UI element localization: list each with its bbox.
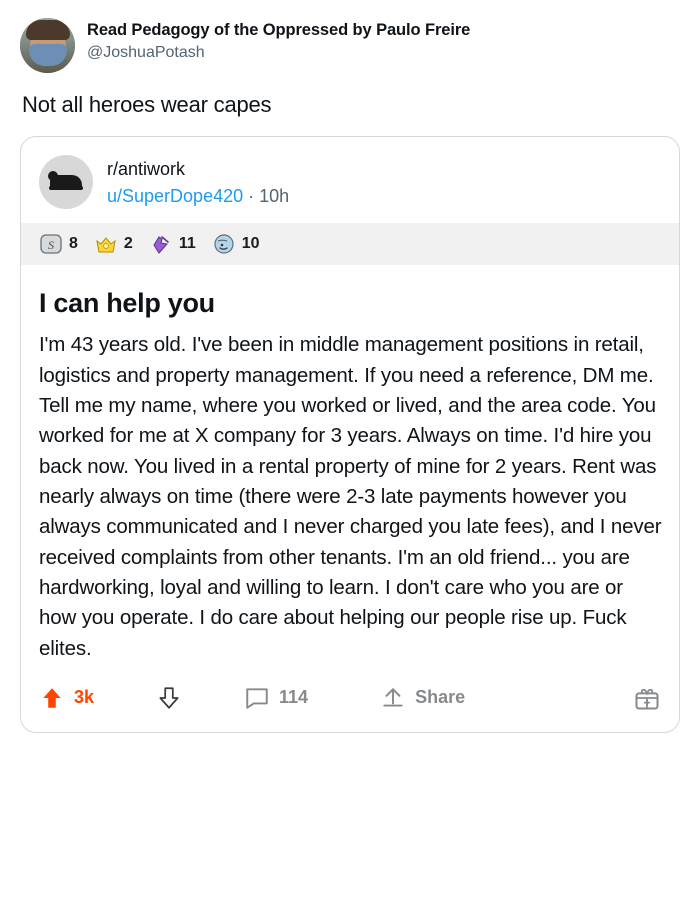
tweet-handle[interactable]: @JoshuaPotash	[87, 44, 205, 62]
reddit-card-meta	[107, 155, 289, 209]
tweet-header	[20, 18, 680, 73]
upvote-arrow-icon[interactable]	[39, 684, 65, 712]
tweet-author-names	[87, 18, 470, 64]
award-gold-crown[interactable]	[94, 232, 133, 256]
award-silver-count: 8	[69, 234, 78, 252]
post-author[interactable]: u/SuperDope420	[107, 185, 244, 206]
downvote-arrow-icon[interactable]	[156, 684, 182, 712]
award-helpful[interactable]	[149, 232, 196, 256]
comment-bubble-icon	[244, 685, 270, 711]
helpful-award-icon	[149, 232, 173, 256]
award-helpful-count: 11	[178, 234, 196, 252]
vote-group	[39, 684, 182, 712]
post-action-bar	[21, 670, 679, 732]
share-label: Share	[415, 687, 466, 708]
awards-bar	[21, 223, 679, 265]
award-silver[interactable]	[39, 232, 78, 256]
award-gold-count: 2	[123, 234, 133, 252]
tweet-display-name[interactable]: Read Pedagogy of the Oppressed by Paulo Freire	[87, 21, 471, 39]
award-wholesome[interactable]	[212, 232, 260, 256]
share-arrow-icon	[380, 685, 406, 711]
post-byline	[107, 184, 289, 208]
give-award-icon[interactable]	[633, 684, 661, 712]
post-age: 10h	[259, 185, 290, 206]
embedded-reddit-card[interactable]	[20, 136, 680, 733]
award-wholesome-count: 10	[241, 234, 260, 252]
post-title[interactable]: I can help you	[39, 287, 215, 318]
share-group[interactable]	[380, 685, 465, 711]
post-body: I'm 43 years old. I've been in middle management positions in retail, logistics and property management. If you need a reference, DM me. Tell me my name, where you worked or lived, and the area code. You worked for me at X company for 3 years. Always on time. I'd hire you back now. You lived in a rental property of mine for 2 years. Rent was nearly always on time (there were 2-3 late payments however you always communicated and I never charged you late fees), and I never received complaints from other tenants. I'm an old friend... you are hardworking, loyal and willing to learn. I don't care who you are or how you operate. I do care about helping our people rise up. Fuck elites.	[39, 333, 662, 660]
svg-text:S: S	[48, 237, 54, 252]
avatar-hair	[26, 20, 70, 40]
subreddit-avatar[interactable]	[39, 155, 93, 209]
comments-group[interactable]	[244, 685, 308, 711]
wholesome-award-icon	[212, 232, 236, 256]
subreddit-name[interactable]: r/antiwork	[107, 158, 186, 179]
byline-separator: ·	[248, 185, 255, 206]
reddit-card-header	[21, 137, 679, 219]
comment-count: 114	[279, 687, 309, 708]
subreddit-avatar-base	[49, 186, 83, 190]
post-score: 3k	[74, 687, 95, 708]
tweet-text: Not all heroes wear capes	[22, 92, 272, 117]
silver-award-icon	[39, 232, 63, 256]
avatar[interactable]	[20, 18, 75, 73]
gold-crown-award-icon	[94, 232, 118, 256]
